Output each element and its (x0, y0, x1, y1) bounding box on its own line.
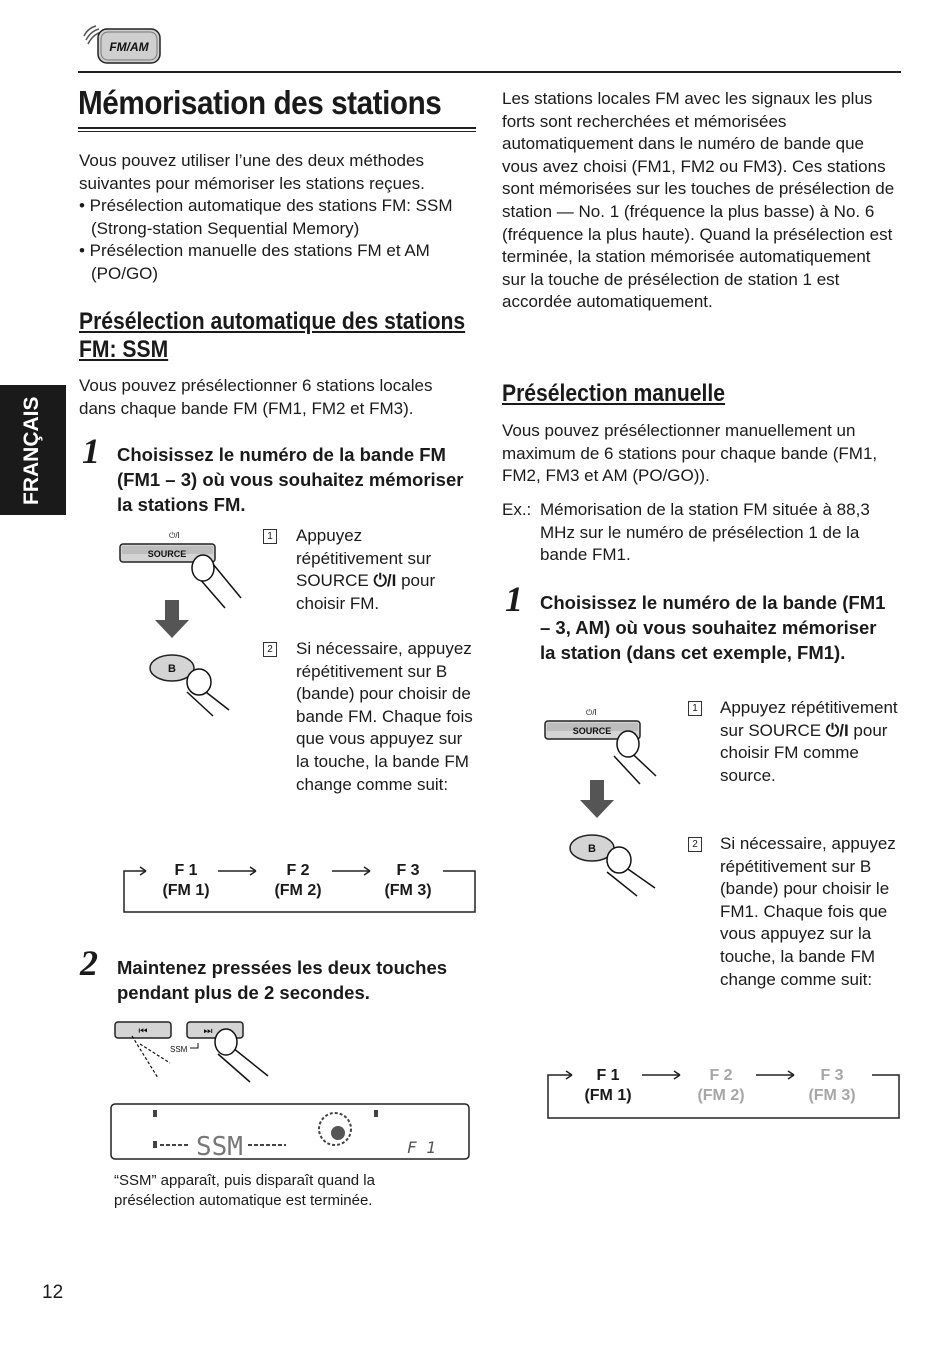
svg-text:SOURCE: SOURCE (147, 549, 187, 559)
band-button-illustration (145, 650, 245, 720)
manual-example (502, 499, 897, 567)
ssm-step1-number: 1 (82, 431, 100, 471)
svg-text:SSM: SSM (196, 1132, 243, 1161)
svg-text:FM/AM: FM/AM (109, 40, 149, 54)
band-item-label: F 2 (709, 1067, 733, 1084)
ssm-substep2-text: Si nécessaire, appuyez répétitivement sur B (bande) pour choisir de bande FM. Chaque fois que vous appuyez sur la touche, la bande FM change comme suit: (296, 639, 473, 794)
ssm-substep1 (263, 525, 473, 615)
band-item-sublabel: (FM 3) (384, 882, 432, 899)
arrow-down-icon (155, 600, 189, 640)
band-item-fm1 (148, 861, 224, 901)
band-item-sublabel: (FM 2) (274, 882, 322, 899)
power-icon: ⏻/I (373, 571, 397, 591)
band-item-label: F 3 (396, 862, 420, 879)
svg-text:SOURCE: SOURCE (572, 726, 612, 736)
band-item-label: F 1 (174, 862, 198, 879)
band-button-illustration-manual (567, 830, 667, 900)
intro-bullet-ssm: • Présélection automatique des stations FM: SSM (Strong-station Sequential Memory) (79, 196, 453, 238)
manual-substep1 (688, 697, 903, 787)
band-item-fm3-dimmed (794, 1066, 870, 1106)
title-underline (78, 127, 476, 129)
manual-heading: Présélection manuelle (502, 380, 726, 407)
manual-intro: Vous pouvez présélectionner manuellement un maximum de 6 stations pour chaque bande (FM1, FM2, FM3 et AM (PO/GO)). (502, 421, 878, 486)
source-button-illustration-manual (540, 700, 670, 790)
language-tab-label: FRANÇAIS (20, 396, 43, 505)
substep-number-box: 2 (263, 642, 277, 657)
band-item-label: F 2 (286, 862, 310, 879)
svg-text:⏮: ⏮ (138, 1026, 148, 1037)
manual-substep1-text-a: Appuyez répétitivement sur SOURCE (720, 698, 898, 740)
ssm-heading-line2: FM: SSM (79, 336, 169, 363)
intro-bullet-manual: • Présélection manuelle des stations FM et AM (PO/GO) (79, 241, 430, 283)
example-label: Ex.: (502, 500, 532, 519)
header-rule (78, 71, 901, 73)
manual-substep2 (688, 833, 903, 991)
manual-step1-text: Choisissez le numéro de la bande (FM1 – 3, AM) où vous souhaitez mémoriser la station (dans cet exemple, FM1). (540, 592, 886, 663)
intro-text: Vous pouvez utiliser l’une des deux méthodes suivantes pour mémoriser les stations reçues. (79, 151, 425, 193)
ssm-substep2 (263, 638, 473, 796)
ssm-explanation: Les stations locales FM avec les signaux les plus forts sont recherchées et mémorisées automatiquement dans le numéro de bande que vous avez choisi (FM1, FM2 ou FM3). Ces stations sont mémorisées sur les touches de présélection de station — No. 1 (fréquence la plus basse) à No. 6 (fréquence la plus haute). Quand la présélection est terminée, la station mémorisée automatiquement sur la touche de présélection de station 1 est accordée automatiquement. (502, 89, 895, 312)
band-item-sublabel: (FM 3) (808, 1087, 856, 1104)
manual-substep2-text: Si nécessaire, appuyez répétitivement sur B (bande) pour choisir le FM1. Chaque fois que vous appuyez sur la touche, la bande FM change comme suit: (720, 834, 896, 989)
band-item-fm1-active (570, 1066, 646, 1106)
substep-number-box: 1 (263, 529, 277, 544)
ssm-substep1-text-a: Appuyez répétitivement sur SOURCE (296, 526, 432, 591)
page-title: Mémorisation des stations (78, 84, 442, 121)
arrow-down-icon (580, 780, 614, 820)
ssm-caption: “SSM” apparaît, puis disparaît quand la présélection automatique est terminée. (114, 1172, 375, 1209)
band-item-label: F 1 (596, 1067, 620, 1084)
substep-number-box: 1 (688, 701, 702, 716)
fm-am-badge-icon (80, 22, 162, 66)
title-underline-thin (78, 131, 476, 132)
page-number: 12 (42, 1282, 64, 1303)
ssm-buttons-illustration (110, 1018, 280, 1088)
svg-text:⏻/I: ⏻/I (586, 708, 597, 717)
band-item-sublabel: (FM 1) (584, 1087, 632, 1104)
band-item-label: F 3 (820, 1067, 844, 1084)
band-item-sublabel: (FM 1) (162, 882, 210, 899)
lcd-display (110, 1103, 472, 1161)
svg-text:SSM: SSM (170, 1045, 188, 1054)
svg-text:B: B (168, 663, 176, 675)
ssm-step2-text: Maintenez pressées les deux touches pendant plus de 2 secondes. (117, 957, 448, 1003)
svg-text:⏻/I: ⏻/I (169, 531, 180, 540)
svg-text:B: B (588, 843, 596, 855)
band-item-fm2-dimmed (683, 1066, 759, 1106)
band-item-fm3 (370, 861, 446, 901)
manual-substep1-text-b: pour choisir FM comme source. (720, 720, 888, 785)
band-item-fm2 (260, 861, 336, 901)
ssm-heading (79, 308, 465, 364)
ssm-intro: Vous pouvez présélectionner 6 stations locales dans chaque bande FM (FM1, FM2 et FM3). (79, 376, 433, 418)
example-text: Mémorisation de la station FM située à 88,3 MHz sur le numéro de présélection 1 de la bande FM1. (540, 500, 870, 565)
ssm-substep1-text-b: pour choisir FM. (296, 571, 436, 613)
svg-text:⏭: ⏭ (203, 1026, 213, 1037)
substep-number-box: 2 (688, 837, 702, 852)
manual-step1-number: 1 (505, 579, 523, 619)
ssm-step2-number: 2 (80, 943, 98, 983)
power-icon: ⏻/I (825, 720, 849, 740)
svg-text:F 1: F 1 (407, 1138, 436, 1157)
intro-block (79, 150, 469, 286)
band-item-sublabel: (FM 2) (697, 1087, 745, 1104)
ssm-heading-line1: Présélection automatique des stations (79, 308, 466, 335)
ssm-step1-text: Choisissez le numéro de la bande FM (FM1 – 3) où vous souhaitez mémoriser la stations FM. (117, 444, 464, 515)
